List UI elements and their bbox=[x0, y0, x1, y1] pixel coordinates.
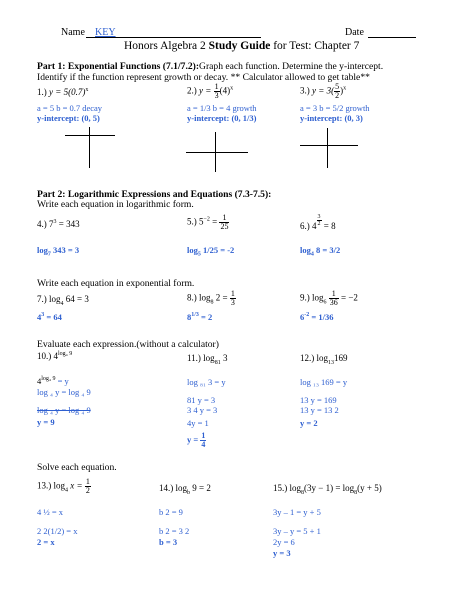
problem-3-answer-intercept: y-intercept: (0, 3) bbox=[300, 113, 363, 123]
problem-10: 10.) $4^{log_4 9}$ bbox=[37, 351, 73, 361]
problem-14-step-2: b 2 = 3 2 bbox=[159, 526, 190, 536]
problem-8-answer: $8^{1/3} = 2$ bbox=[187, 311, 213, 322]
problem-11: 11.) $\log_{81} 3$ bbox=[187, 353, 228, 366]
date-underline bbox=[368, 37, 416, 38]
problem-1: 1.) $y = 5(0.7)^x$ bbox=[37, 87, 89, 97]
problem-12: 12.) $\log_{13}169$ bbox=[300, 353, 348, 366]
problem-15-step-1: 3y – 1 = y + 5 bbox=[273, 507, 321, 517]
problem-11-step-4: 4y = 1 bbox=[187, 418, 209, 428]
problem-15-answer: y = 3 bbox=[273, 548, 291, 558]
part2-instr-solve: Solve each equation. bbox=[37, 462, 117, 473]
name-value: KEY bbox=[95, 27, 116, 38]
problem-2: 2.) y = $\frac{1}{3}$ $(4)^x$ bbox=[187, 82, 234, 100]
problem-12-step-3: 13 y = 13 2 bbox=[300, 405, 339, 415]
problem-6-answer: $\log_4 8 = 3/2$ bbox=[300, 245, 341, 258]
part2-heading: Part 2: Logarithmic Expressions and Equations (7.3-7.5): bbox=[37, 189, 272, 200]
problem-15-step-2: 3y – y = 5 + 1 bbox=[273, 526, 321, 536]
problem-2-answer-intercept: y-intercept: (0, 1/3) bbox=[187, 113, 257, 123]
problem-3: 3.) y = 3( $\frac{5}{2}$ )$^x$ bbox=[300, 82, 347, 100]
problem-11-step-3: 3 4 y = 3 bbox=[187, 405, 218, 415]
problem-9: 9.) $\log_6$ $\frac{1}{36}$ = −2 bbox=[300, 289, 358, 307]
problem-8: 8.) $\log_8 2$ = $\frac{1}{3}$ bbox=[187, 289, 235, 307]
part2-instr-log-form: Write each equation in logarithmic form. bbox=[37, 199, 194, 210]
problem-4-answer: $\log_7 343 = 3$ bbox=[37, 245, 80, 258]
part2-instr-exp-form: Write each equation in exponential form. bbox=[37, 278, 195, 289]
problem-14-answer: b = 3 bbox=[159, 537, 178, 547]
problem-5: 5.) $5^{-2}$ = $\frac{1}{25}$ bbox=[187, 213, 229, 231]
problem-14: 14.) $\log_b 9 = 2$ bbox=[159, 483, 211, 496]
problem-15-step-3: 2y = 6 bbox=[273, 537, 295, 547]
problem-11-step-2: 81 y = 3 bbox=[187, 395, 216, 405]
problem-12-step-2: 13 y = 169 bbox=[300, 395, 337, 405]
problem-9-answer: $6^{-2} = 1/36$ bbox=[300, 311, 334, 322]
problem-3-answer-ab: a = 3 b = 5/2 growth bbox=[300, 103, 370, 113]
part2-instr-evaluate: Evaluate each expression.(without a calculator) bbox=[37, 339, 219, 350]
problem-12-step-1: log ₁₃ 169 = y bbox=[300, 377, 348, 387]
problem-7-answer: $4^3 = 64$ bbox=[37, 311, 62, 322]
problem-4: 4.) $7^3 = 343$ bbox=[37, 219, 80, 229]
problem-13-answer: 2 = x bbox=[37, 537, 55, 547]
problem-10-step-2: log ₄ y = log ₄ 9 bbox=[37, 387, 91, 397]
page-title: Honors Algebra 2 Study Guide for Test: Chapter 7 bbox=[124, 40, 360, 52]
problem-10-answer: y = 9 bbox=[37, 417, 55, 427]
problem-11-answer: y = $\frac{1}{4}$ bbox=[187, 431, 206, 449]
problem-10-step-3: log ₄ y = log ₄ 9 bbox=[37, 405, 91, 415]
problem-13-step-1: 4 ½ = x bbox=[37, 507, 64, 517]
name-label: Name bbox=[61, 27, 85, 38]
part1-heading: Part 1: Exponential Functions (7.1/7.2):Graph each function. Determine the y-intercept. bbox=[37, 61, 384, 72]
problem-13: 13.) $\log_4 x$ = $\frac{1}{2}$ bbox=[37, 477, 90, 495]
problem-7: 7.) $\log_4 64 = 3$ bbox=[37, 294, 89, 307]
problem-12-answer: y = 2 bbox=[300, 418, 318, 428]
problem-2-answer-ab: a = 1/3 b = 4 growth bbox=[187, 103, 257, 113]
problem-11-step-1: log ₈₁ 3 = y bbox=[187, 377, 226, 387]
date-label: Date bbox=[345, 27, 364, 38]
problem-1-answer-intercept: y-intercept: (0, 5) bbox=[37, 113, 100, 123]
problem-13-step-2: 2 2(1/2) = x bbox=[37, 526, 78, 536]
problem-14-step-1: b 2 = 9 bbox=[159, 507, 183, 517]
problem-1-answer-ab: a = 5 b = 0.7 decay bbox=[37, 103, 103, 113]
problem-5-answer: $\log_5 1/25 = -2$ bbox=[187, 245, 235, 258]
problem-15: 15.) $\log_8(3y - 1) = \log_8(y + 5)$ bbox=[273, 483, 382, 496]
part1-instructions: Identify if the function represent growth or decay. ** Calculator allowed to get table** bbox=[37, 72, 370, 83]
problem-10-step-1: $4^{log_4 9} = y$ bbox=[37, 375, 69, 386]
problem-6: 6.) 4 $\frac{3}{2}$ = 8 bbox=[300, 214, 336, 231]
